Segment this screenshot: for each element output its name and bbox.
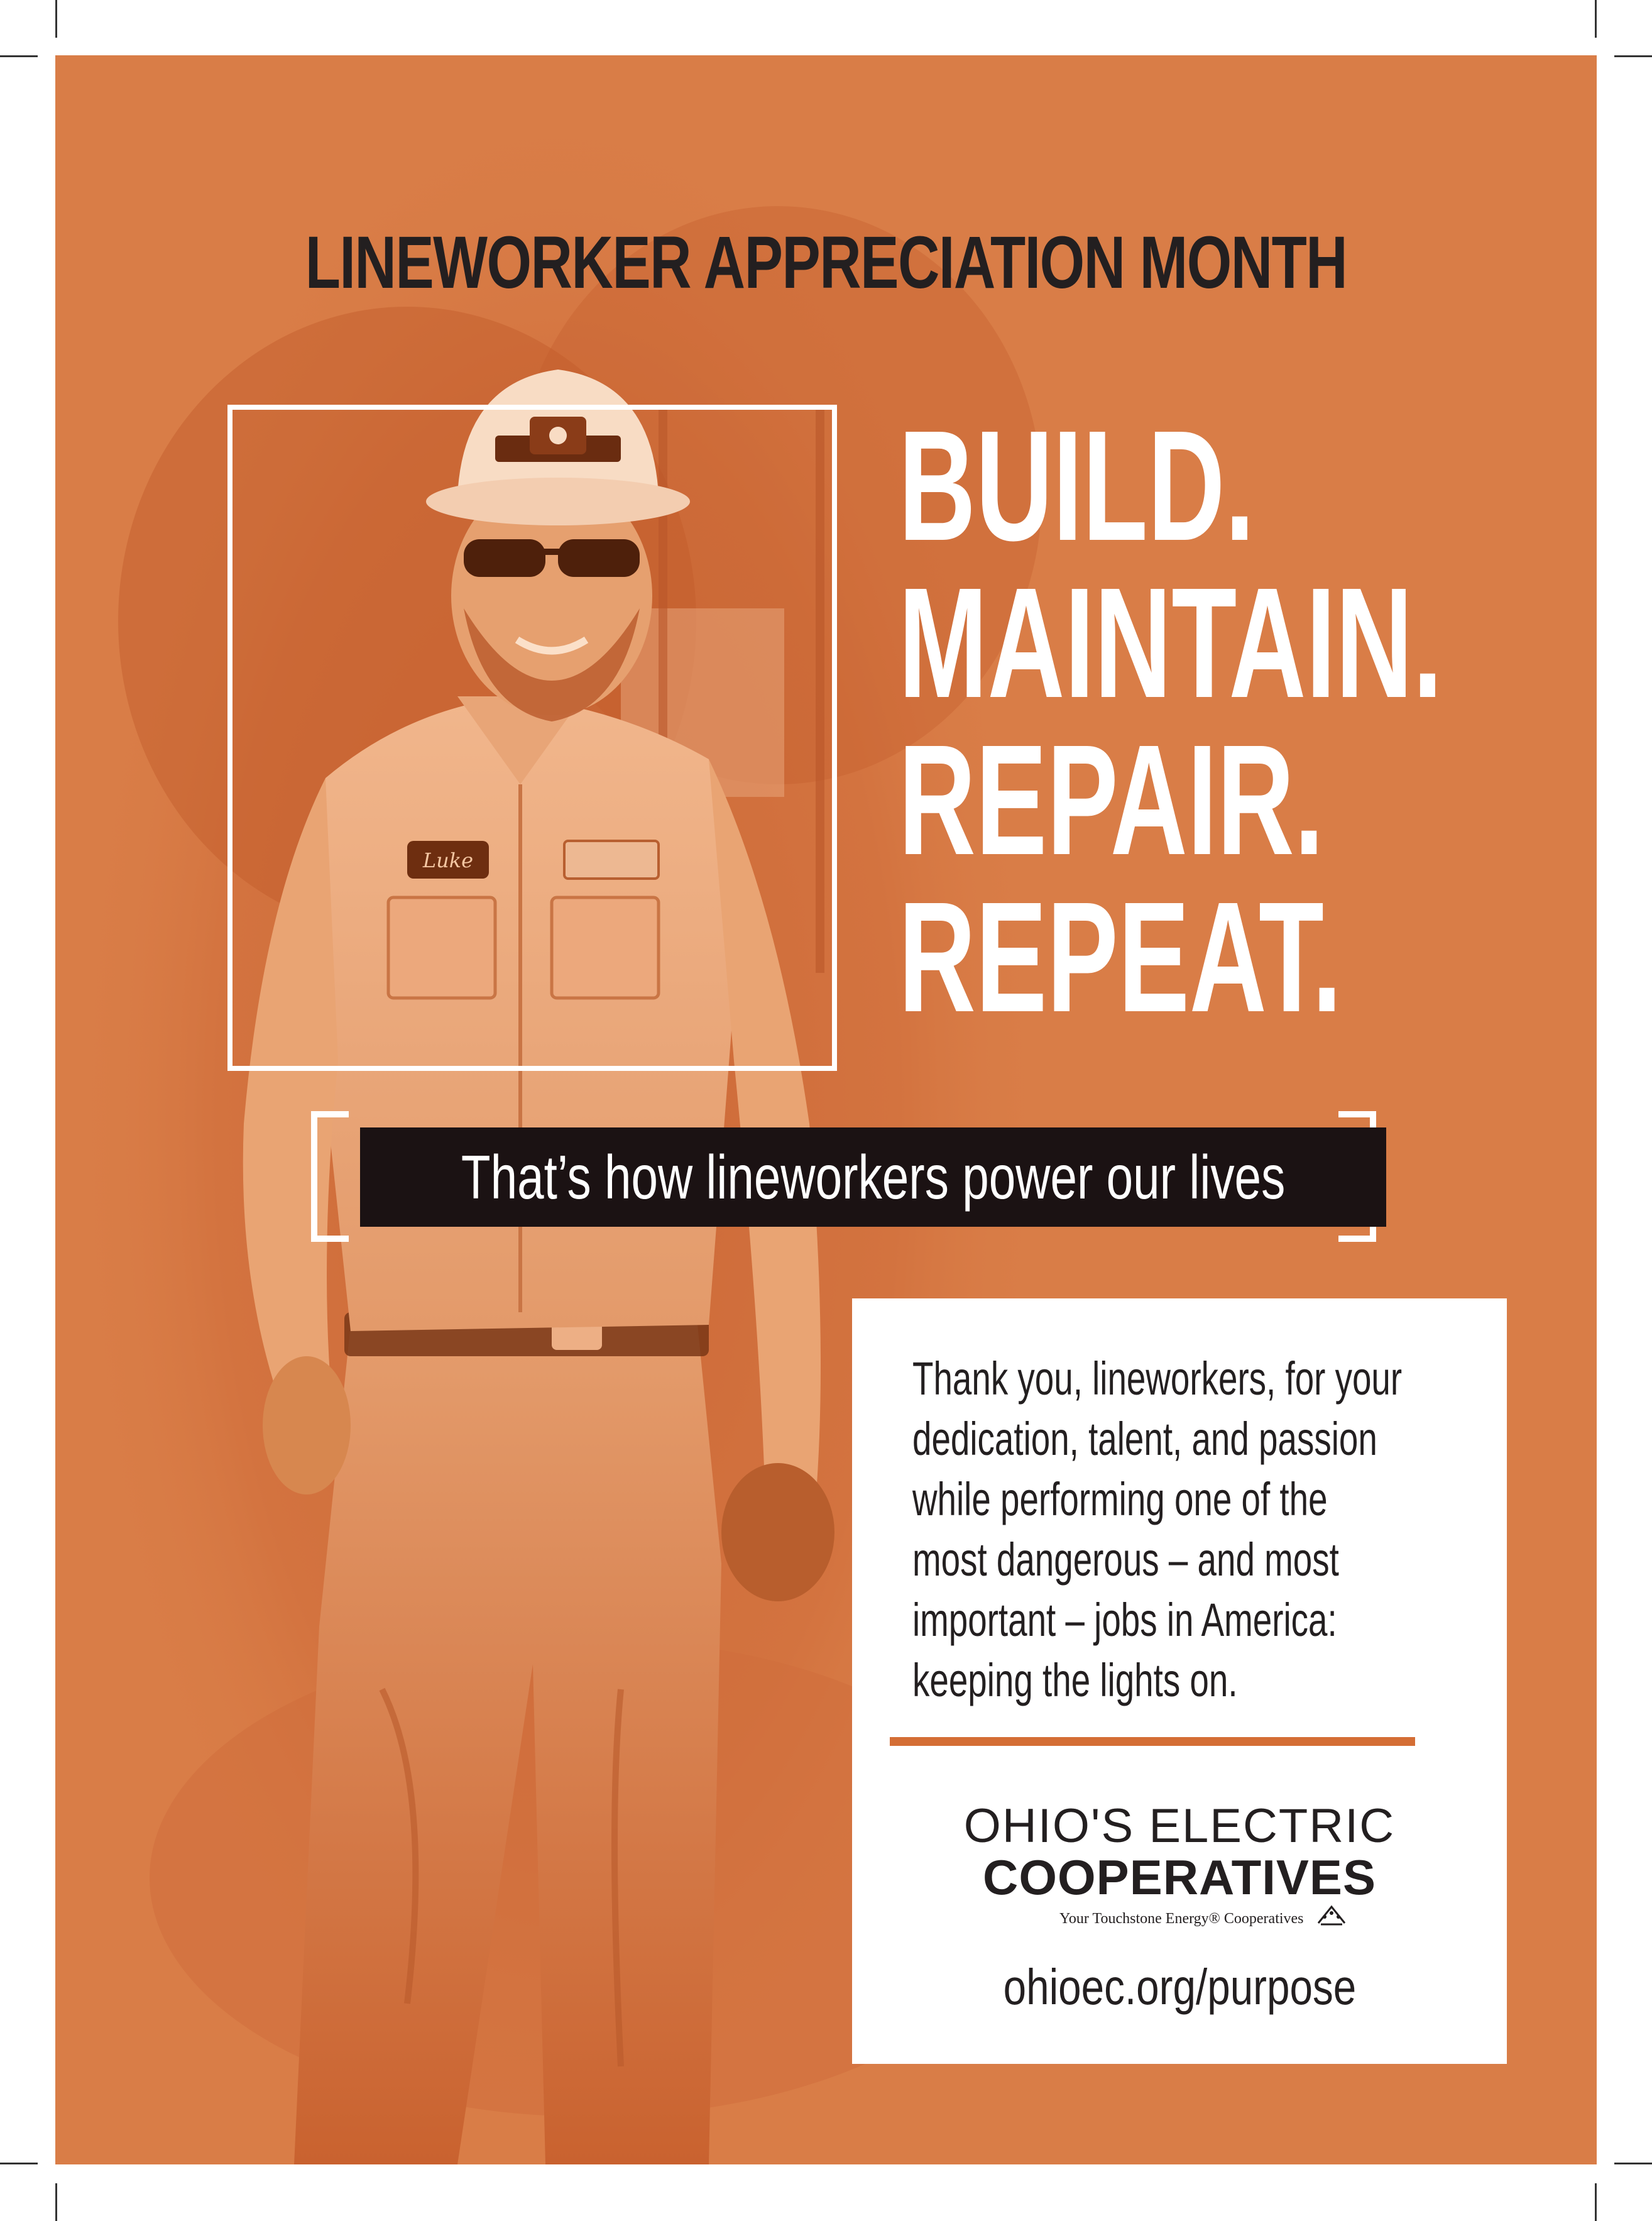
- ohio-electric-cooperatives-logo: [852, 1801, 1507, 1903]
- website-url: ohioec.org/purpose: [1003, 1959, 1356, 2015]
- message-line: most dangerous – and most: [912, 1533, 1339, 1586]
- tagline: That’s how lineworkers power our lives: [461, 1142, 1286, 1212]
- left-bracket: [311, 1111, 349, 1242]
- message-line: keeping the lights on.: [912, 1654, 1238, 1706]
- tagline-bar: [360, 1127, 1386, 1227]
- message-line: important – jobs in America:: [912, 1594, 1337, 1646]
- crop-mark: [0, 2163, 38, 2164]
- slogan-line-repeat: REPEAT.: [899, 869, 1342, 1045]
- photo-frame: [227, 405, 837, 1071]
- crop-mark: [0, 55, 38, 57]
- slogan-line-maintain: MAINTAIN.: [899, 555, 1443, 730]
- slogan-line-build: BUILD.: [899, 398, 1255, 573]
- logo-subline: Your Touchstone Energy® Cooperatives: [1059, 1911, 1304, 1927]
- slogan: [899, 398, 1443, 1045]
- logo-line1: OHIO'S ELECTRIC: [963, 1799, 1396, 1853]
- message-line: dedication, talent, and passion: [912, 1413, 1377, 1465]
- crop-mark: [55, 2183, 57, 2221]
- message-line: while performing one of the: [912, 1473, 1328, 1525]
- crop-mark: [1595, 0, 1597, 38]
- logo-line2: COOPERATIVES: [983, 1850, 1376, 1905]
- name-patch: Luke: [422, 848, 474, 872]
- poster: [55, 55, 1597, 2164]
- touchstone-energy-icon: [1317, 1904, 1346, 1927]
- crop-mark: [1614, 55, 1652, 57]
- message-line: Thank you, lineworkers, for your: [912, 1352, 1403, 1405]
- website-link[interactable]: [852, 1958, 1507, 2016]
- page-title: LINEWORKER APPRECIATION MONTH: [305, 221, 1347, 304]
- divider: [890, 1737, 1415, 1746]
- crop-mark: [55, 0, 57, 38]
- slogan-line-repair: REPAIR.: [899, 712, 1324, 887]
- thank-you-box: [852, 1298, 1507, 2064]
- crop-mark: [1614, 2163, 1652, 2164]
- crop-mark: [1595, 2183, 1597, 2221]
- thank-you-message: [912, 1349, 1424, 1711]
